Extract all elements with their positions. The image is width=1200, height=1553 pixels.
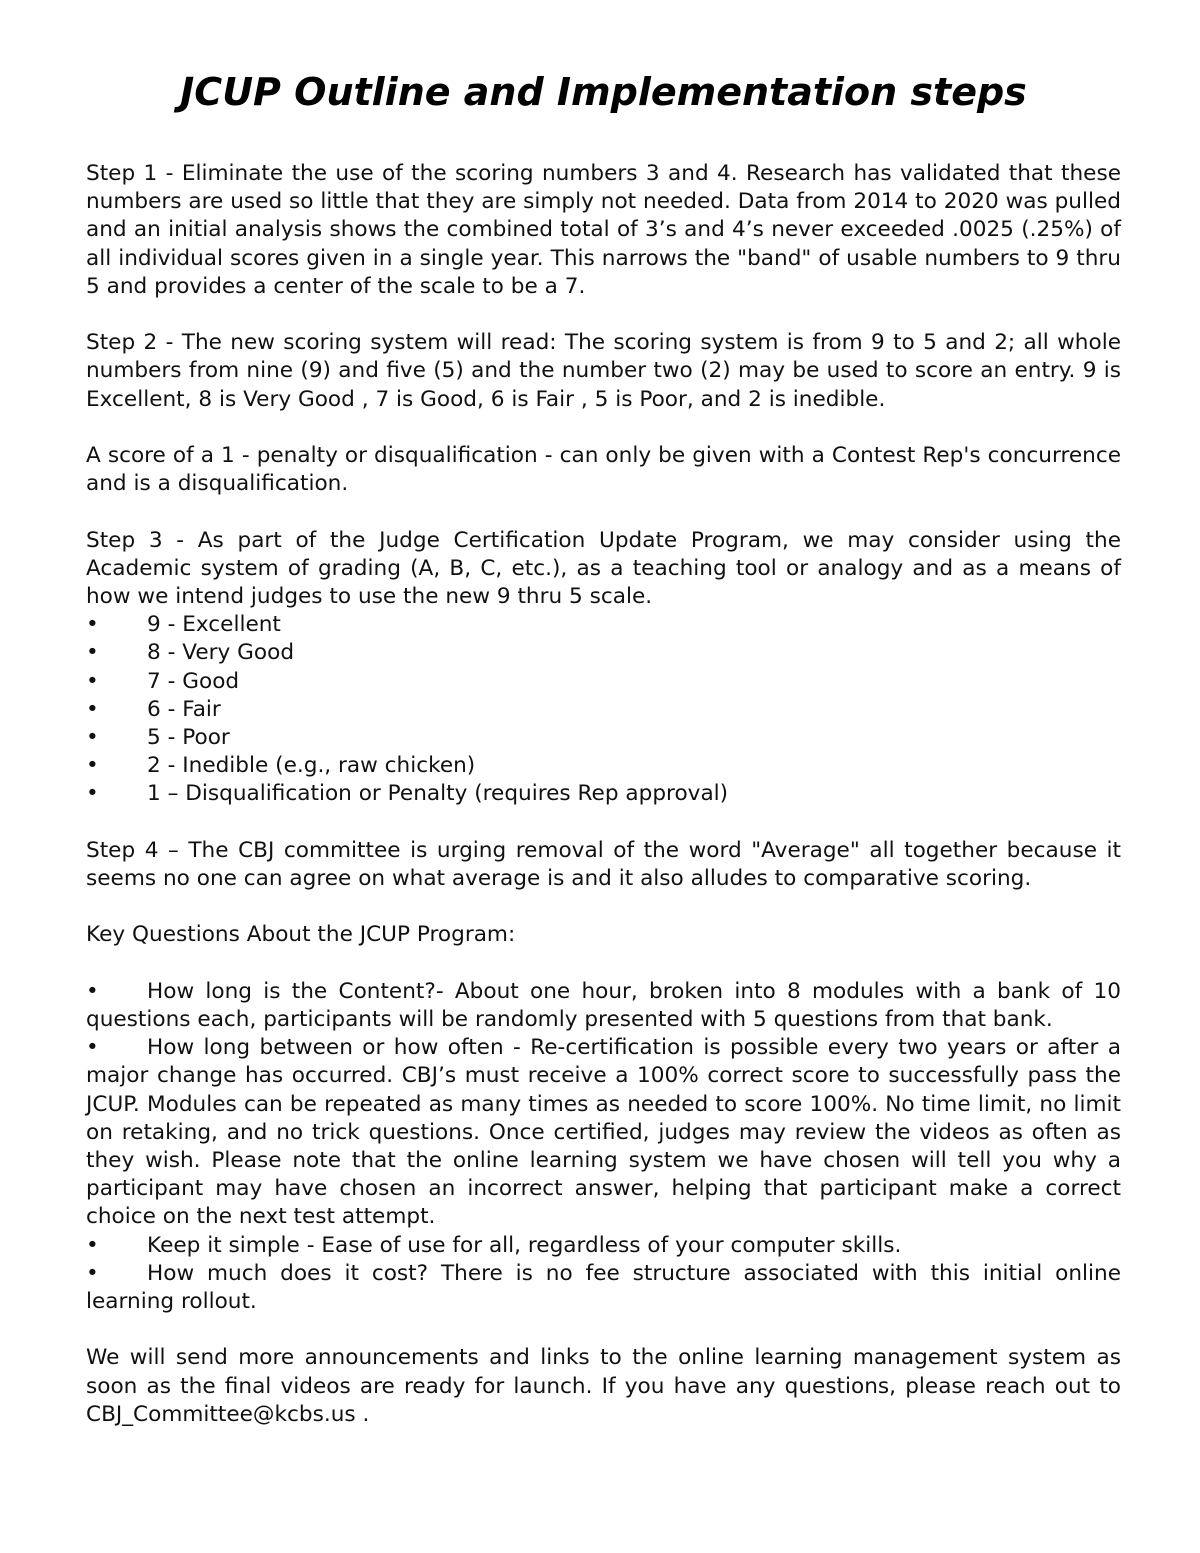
step-4-paragraph: Step 4 – The CBJ committee is urging removal of the word "Average" all together because it seems no one can agree on what average is and it also alludes to comparative scoring. (86, 837, 1121, 892)
score-one-paragraph: A score of a 1 - penalty or disqualification - can only be given with a Contest Rep's concurrence and is a disqualification. (86, 443, 1121, 497)
bullet-icon: • (86, 725, 99, 751)
list-item: • Keep it simple - Ease of use for all, regardless of your computer skills. (86, 1232, 1121, 1260)
bullet-icon: • (86, 640, 99, 666)
scoring-scale-list (86, 611, 1121, 808)
key-questions-list (86, 978, 1121, 1316)
list-item: • How long between or how often - Re-certification is possible every two years or after a major change has occurred. CBJ’s must receive a 100% correct score to successfully pass the JCUP. Modules can be repeated as many times as needed to score 100%. No time limit, no limit on retaking, and no trick questions. Once certified, judges may review the videos as often as they wish. Please note that the online learning system we have chosen will tell you why a participant may have chosen an incorrect answer, helping that participant make a correct choice on the next test attempt. (86, 1035, 1121, 1230)
spacer (86, 414, 1121, 442)
bullet-icon: • (86, 781, 99, 807)
spacer (86, 950, 1121, 978)
step-2-paragraph: Step 2 - The new scoring system will read: The scoring system is from 9 to 5 and 2; all whole numbers from nine (9) and five (5) and the number two (2) may be used to score an entry. 9 is Excellent, 8 is Very Good , 7 is Good, 6 is Fair , 5 is Poor, and 2 is inedible. (86, 330, 1121, 412)
list-item: • 2 - Inedible (e.g., raw chicken) (86, 752, 1121, 780)
spacer (86, 1316, 1121, 1344)
bullet-icon: • (86, 1035, 99, 1061)
list-item: • How much does it cost? There is no fee structure associated with this initial online learning rollout. (86, 1260, 1121, 1315)
bullet-icon: • (86, 1260, 99, 1286)
bullet-icon: • (86, 696, 99, 722)
list-item: • 1 – Disqualification or Penalty (requires Rep approval) (86, 780, 1121, 808)
bullet-icon: • (86, 668, 99, 694)
spacer (86, 498, 1121, 526)
list-item: • 5 - Poor (86, 724, 1121, 752)
bullet-icon: • (86, 753, 99, 779)
spacer (86, 893, 1121, 921)
bullet-icon: • (86, 978, 99, 1004)
key-questions-heading: Key Questions About the JCUP Program: (86, 922, 516, 948)
spacer (86, 301, 1121, 329)
bullet-icon: • (86, 1232, 99, 1258)
list-item: • How long is the Content?- About one hour, broken into 8 modules with a bank of 10 questions each, participants will be randomly presented with 5 questions from that bank. (86, 978, 1121, 1032)
document-body (86, 160, 1121, 1429)
page-title: JCUP Outline and Implementation steps (180, 70, 1027, 114)
step-1-paragraph: Step 1 - Eliminate the use of the scoring numbers 3 and 4. Research has validated that these numbers are used so little that they are simply not needed. Data from 2014 to 2020 was pulled and an initial analysis shows the combined total of 3’s and 4’s never exceeded .0025 (.25%) of all individual scores given in a single year. This narrows the "band" of usable numbers to 9 thru 5 and provides a center of the scale to be a 7. (86, 161, 1121, 299)
list-item: • 8 - Very Good (86, 639, 1121, 667)
spacer (86, 809, 1121, 837)
closing-paragraph: We will send more announcements and links to the online learning management system as soon as the final videos are ready for launch. If you have any questions, please reach out to CBJ_Committee@kcbs.us . (86, 1345, 1121, 1427)
list-item: • 9 - Excellent (86, 611, 1121, 639)
list-item: • 6 - Fair (86, 696, 1121, 724)
list-item: • 7 - Good (86, 668, 1121, 696)
bullet-icon: • (86, 612, 99, 638)
step-3-paragraph: Step 3 - As part of the Judge Certification Update Program, we may consider using the Academic system of grading (A, B, C, etc.), as a teaching tool or analogy and as a means of how we intend judges to use the new 9 thru 5 scale. (86, 527, 1121, 609)
